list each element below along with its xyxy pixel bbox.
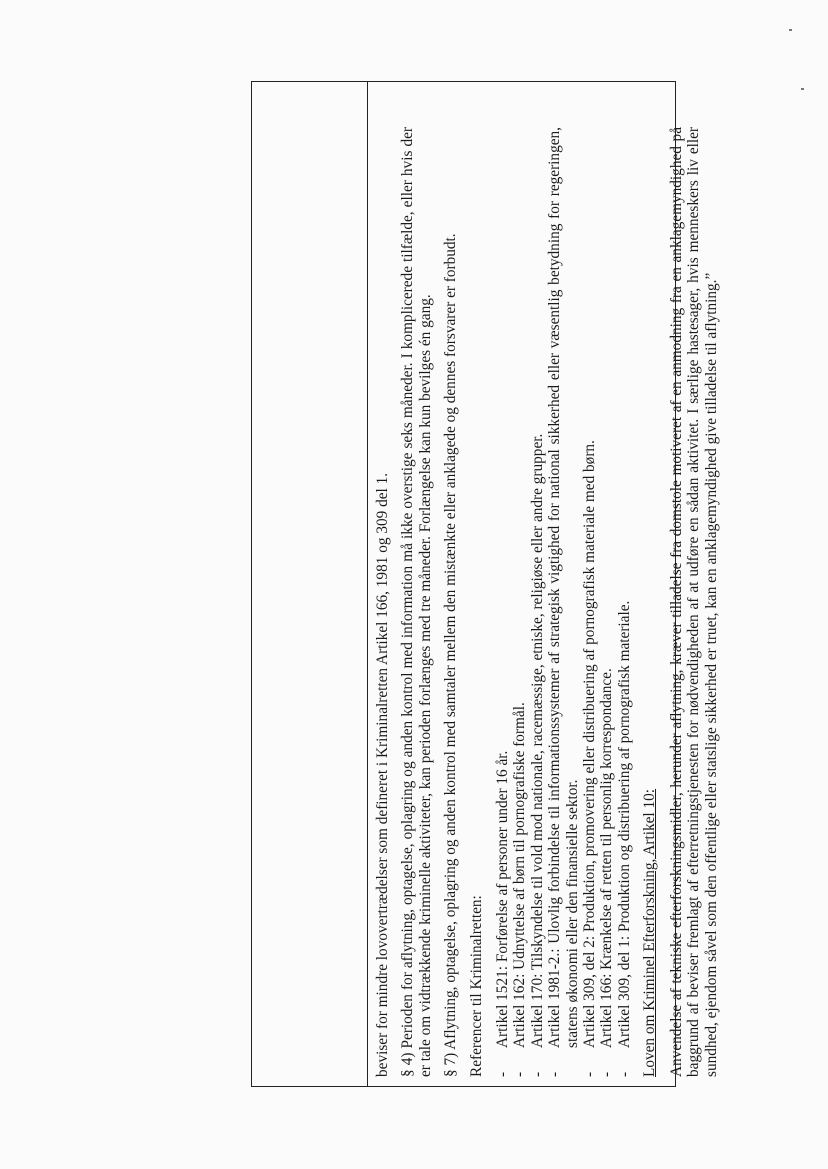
references-list — [494, 127, 633, 1077]
list-item-text: Artikel 1521: Forførelse af personer under 16 år. — [494, 750, 512, 1048]
list-dash: - — [494, 1071, 512, 1077]
list-dash: - — [615, 1071, 633, 1077]
list-item — [616, 127, 633, 1077]
list-item — [598, 127, 615, 1077]
header-divider — [367, 81, 368, 1087]
list-dash: - — [598, 1071, 616, 1077]
list-dash: - — [511, 1071, 529, 1077]
list-dash: - — [581, 1071, 599, 1077]
paragraph-section-4: § 4) Perioden for aflytning, optagelse, oplagring og anden kontrol med information må ikke overstige seks måneder. I komplicerede tilfælde, eller hvis der er tale om vidtrækkende kriminelle aktiviteter, kan perioden forlænges med tre måneder. Forlængelse kan kun bevilges én gang. — [399, 127, 434, 1077]
list-item — [529, 127, 546, 1077]
list-item-text: Artikel 1981-2.: Ulovlig forbindelse til informationssystemer af strategisk vigtighed for national sikkerhed eller væsentlig betydning for regeringen, statens økonomi eller den finansielle sektor. — [546, 127, 581, 1048]
scan-speck — [801, 88, 804, 90]
list-item — [511, 127, 528, 1077]
list-item — [546, 127, 581, 1077]
list-item — [494, 127, 511, 1077]
list-item — [581, 127, 598, 1077]
rotated-text-block — [251, 81, 720, 1087]
list-dash: - — [546, 1071, 564, 1077]
empty-header-band — [251, 81, 367, 1087]
paragraph-intro: beviser for mindre lovovertrædelser som defineret i Kriminalretten Artikel 166, 1981 og 309 del 1. — [374, 472, 391, 1077]
list-item-text: Artikel 170: Tilskyndelse til vold mod nationale, racemæssige, etniske, religiøse eller andre grupper. — [528, 433, 546, 1048]
paragraph-law-text: Anvendelse af tekniske efterforskningsmidler, herunder aflytning, kræver tilladelse fra domstole motiveret af en anmodning fra en anklagemyndighed på baggrund af beviser fremlagt af efterretningstjenesten for nødvendigheden af at udføre en sådan aktivitet. I særlige hastesager, hvis menneskers liv eller sundhed, ejendom såvel som den offentlige eller statslige sikkerhed er truet, kan en anklagemyndighed give tilladelse til aflytning.” — [667, 127, 720, 1077]
scan-speck — [789, 29, 792, 31]
body-content — [374, 127, 720, 1077]
paragraph-section-7: § 7) Aflytning, optagelse, oplagring og anden kontrol med samtaler mellem den mistænkte eller anklagede og dennes forsvarer er forbudt. — [442, 233, 460, 1077]
law-heading: Loven om Kriminel Efterforskning, Artikel 10: — [641, 788, 659, 1077]
list-item-text: Artikel 162: Udnyttelse af børn til pornografiske formål. — [511, 702, 529, 1048]
list-dash: - — [528, 1071, 546, 1077]
list-item-text: Artikel 309, del 2: Produktion, promovering eller distribuering af pornografisk materiale med børn. — [581, 440, 599, 1048]
list-item-text: Artikel 166: Krænkelse af retten til personlig korrespondance. — [598, 668, 616, 1048]
list-item-text: Artikel 309, del 1: Produktion og distribuering af pornografisk materiale. — [615, 600, 633, 1048]
references-heading: Referencer til Kriminalretten: — [467, 895, 485, 1077]
